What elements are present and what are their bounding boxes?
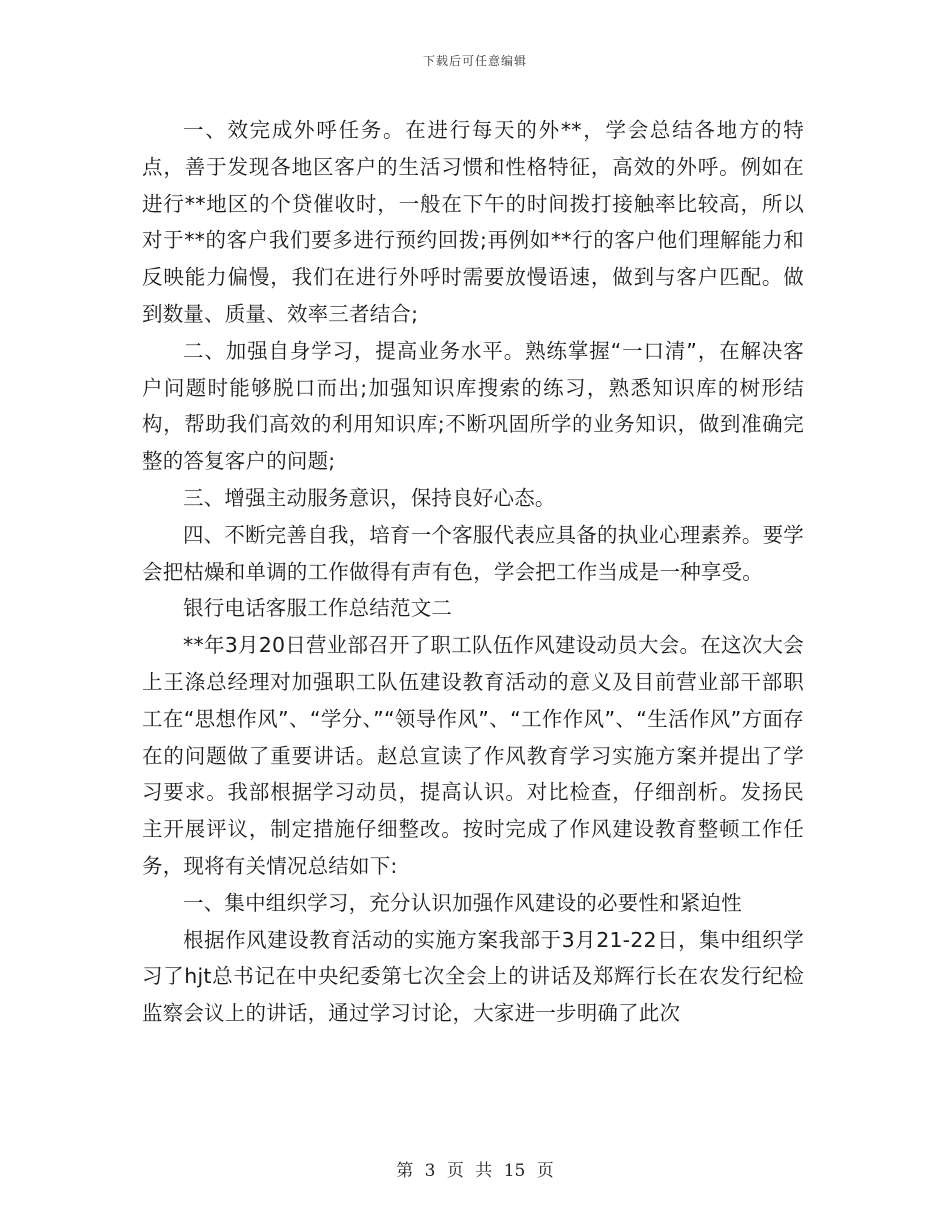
paragraph-heading-study: 一、集中组织学习，充分认识加强作风建设的必要性和紧迫性 bbox=[183, 890, 742, 915]
paragraph-self-study: 二、加强自身学习，提高业务水平。熟练掌握“一口清”，在解决客户问题时能够脱口而出;加强知识库搜索的练习，熟悉知识库的树形结构，帮助我们高效的利用知识库;不断巩固所学的业务知识，做到准确完整的答复客户的问题; bbox=[142, 338, 804, 474]
header-note: 下载后可任意编辑 bbox=[422, 54, 527, 68]
document-body bbox=[142, 112, 804, 1032]
section-title: 银行电话客服工作总结范文二 bbox=[183, 596, 453, 621]
paragraph-meeting-summary: **年3月20日营业部召开了职工队伍作风建设动员大会。在这次大会上王涤总经理对加强职工队伍建设教育活动的意义及目前营业部干部职工在“思想作风”、“学分、”“领导作风”、“工作作风”、“生活作风”方面存在的问题做了重要讲话。赵总宣读了作风教育学习实施方案并提出了学习要求。我部根据学习动员，提高认识。对比检查，仔细剖析。发扬民主开展评议，制定措施仔细整改。按时完成了作风建设教育整顿工作任务，现将有关情况总结如下: bbox=[142, 633, 804, 878]
paragraph-self-improvement: 四、不断完善自我，培育一个客服代表应具备的执业心理素养。要学会把枯燥和单调的工作做得有声有色，学会把工作当成是一种享受。 bbox=[142, 522, 804, 584]
paragraph-study-details: 根据作风建设教育活动的实施方案我部于3月21-22日，集中组织学习了hjt总书记在中央纪委第七次全会上的讲话及郑辉行长在农发行纪检监察会议上的讲话，通过学习讨论，大家进一步明确了此次 bbox=[142, 927, 804, 1026]
page-number: 第 3 页 共 15 页 bbox=[396, 1161, 554, 1181]
paragraph-service-awareness: 三、增强主动服务意识，保持良好心态。 bbox=[183, 485, 556, 510]
paragraph-task-completion: 一、效完成外呼任务。在进行每天的外**，学会总结各地方的特点，善于发现各地区客户的生活习惯和性格特征，高效的外呼。例如在进行**地区的个贷催收时，一般在下午的时间拨打接触率比较高，所以对于**的客户我们要多进行预约回拨;再例如**行的客户他们理解能力和反映能力偏慢，我们在进行外呼时需要放慢语速，做到与客户匹配。做到数量、质量、效率三者结合; bbox=[142, 118, 804, 326]
